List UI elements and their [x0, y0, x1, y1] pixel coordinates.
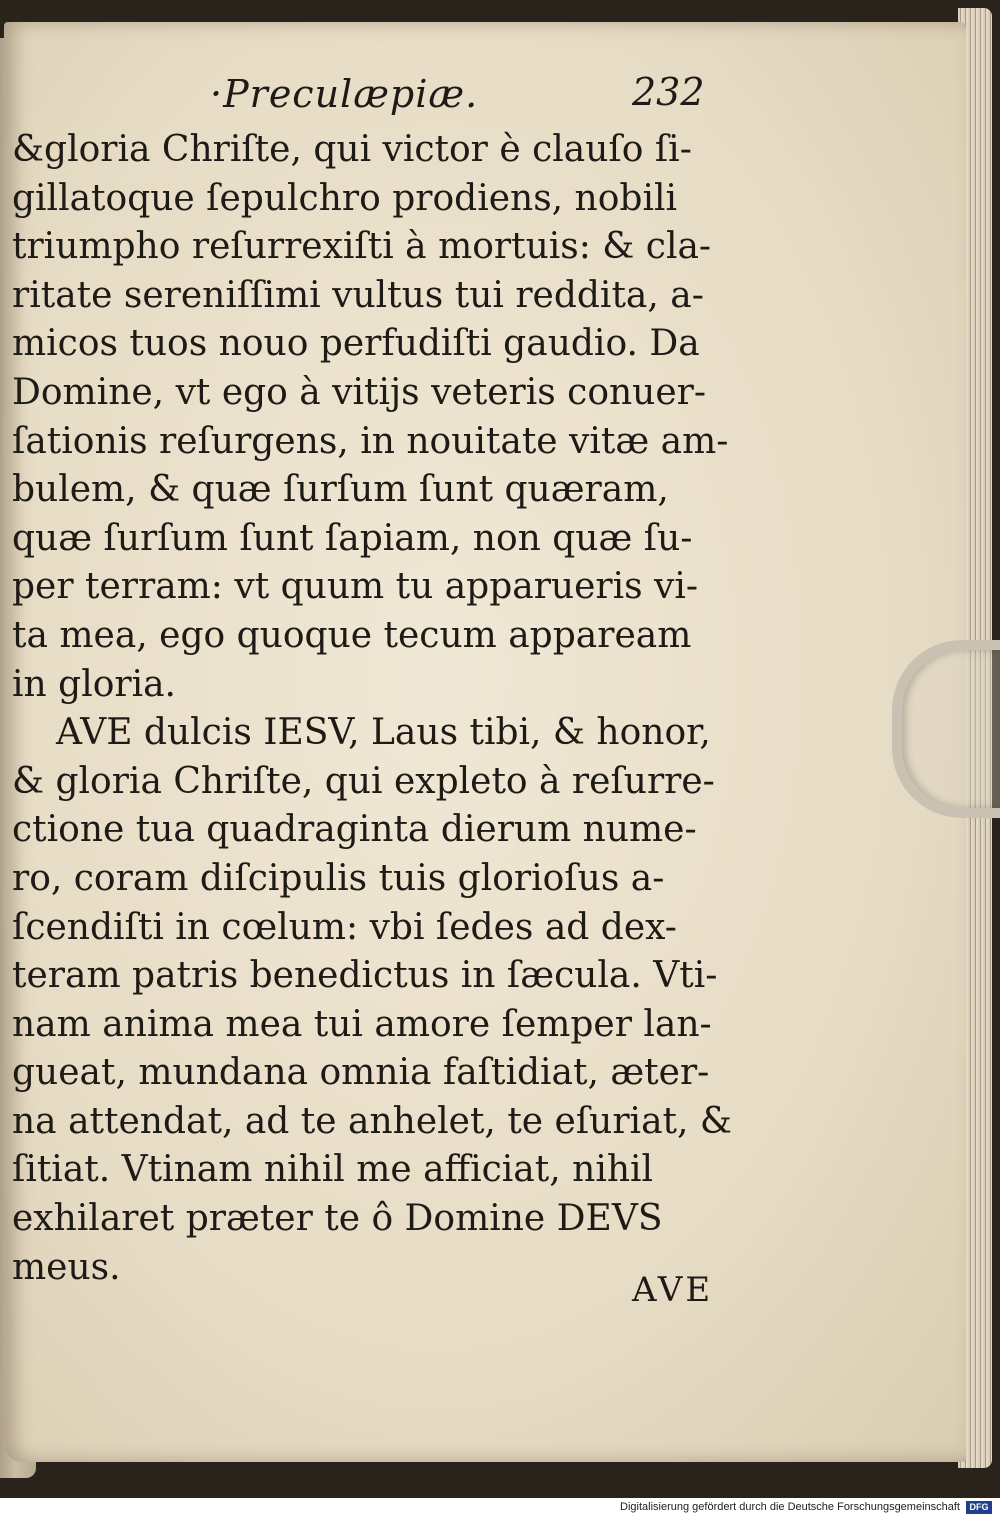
text-line: ſationis reſurgens, in nouitate vitæ am- — [12, 420, 729, 462]
text-line: nam anima mea tui amore ſemper lan- — [12, 1003, 712, 1045]
footer-bar — [0, 1498, 1000, 1518]
text-line: triumpho reſurrexiſti à mortuis: & cla- — [12, 226, 712, 268]
text-line: ſcendiſti in cœlum: vbi ſedes ad dex- — [12, 906, 677, 948]
text-line: teram patris benedictus in ſæcula. Vti- — [12, 955, 718, 997]
page-number: 232 — [632, 70, 705, 114]
text-line: exhilaret præter te ô Domine DEVS — [12, 1198, 663, 1240]
text-line: ſitiat. Vtinam nihil me afficiat, nihil — [12, 1149, 654, 1191]
running-title: ·Preculæpiæ. — [210, 72, 479, 116]
text-line: gillatoque ſepulchro prodiens, nobili — [12, 177, 677, 219]
funding-credit: Digitalisierung gefördert durch die Deutsche Forschungsgemeinschaft — [620, 1501, 960, 1513]
text-line: micos tuos nouo perfudiſti gaudio. Da — [12, 323, 700, 365]
text-line: bulem, & quæ ſurſum ſunt quæram, — [12, 469, 669, 511]
text-line: ctione tua quadraginta dierum nume- — [12, 809, 697, 851]
page-clip — [892, 640, 1000, 818]
text-line: in gloria. — [12, 663, 177, 705]
text-line: & gloria Chriſte, qui expleto à reſurre- — [12, 760, 715, 802]
text-line: ritate sereniſſimi vultus tui reddita, a- — [12, 274, 704, 316]
text-line: ta mea, ego quoque tecum appaream — [12, 614, 692, 656]
text-line: AVE dulcis IESV, Laus tibi, & honor, — [56, 712, 711, 754]
text-line: &gloria Chriſte, qui victor è clauſo ſi- — [12, 129, 692, 170]
text-line: Domine, vt ego à vitijs veteris conuer- — [12, 371, 707, 413]
text-line: na attendat, ad te anhelet, te eſuriat, & — [12, 1100, 732, 1142]
text-line: meus. — [12, 1246, 121, 1288]
text-line: quæ ſurſum ſunt ſapiam, non quæ ſu- — [12, 517, 693, 559]
text-line: per terram: vt quum tu apparueris vi- — [12, 566, 699, 608]
body-text — [12, 126, 732, 1292]
dfg-logo-icon: DFG — [966, 1501, 992, 1514]
catchword: AVE — [632, 1270, 714, 1310]
text-line: gueat, mundana omnia faſtidiat, æter- — [12, 1052, 710, 1094]
text-line: ro, coram diſcipulis tuis glorioſus a- — [12, 857, 665, 899]
page-header — [0, 62, 1000, 122]
